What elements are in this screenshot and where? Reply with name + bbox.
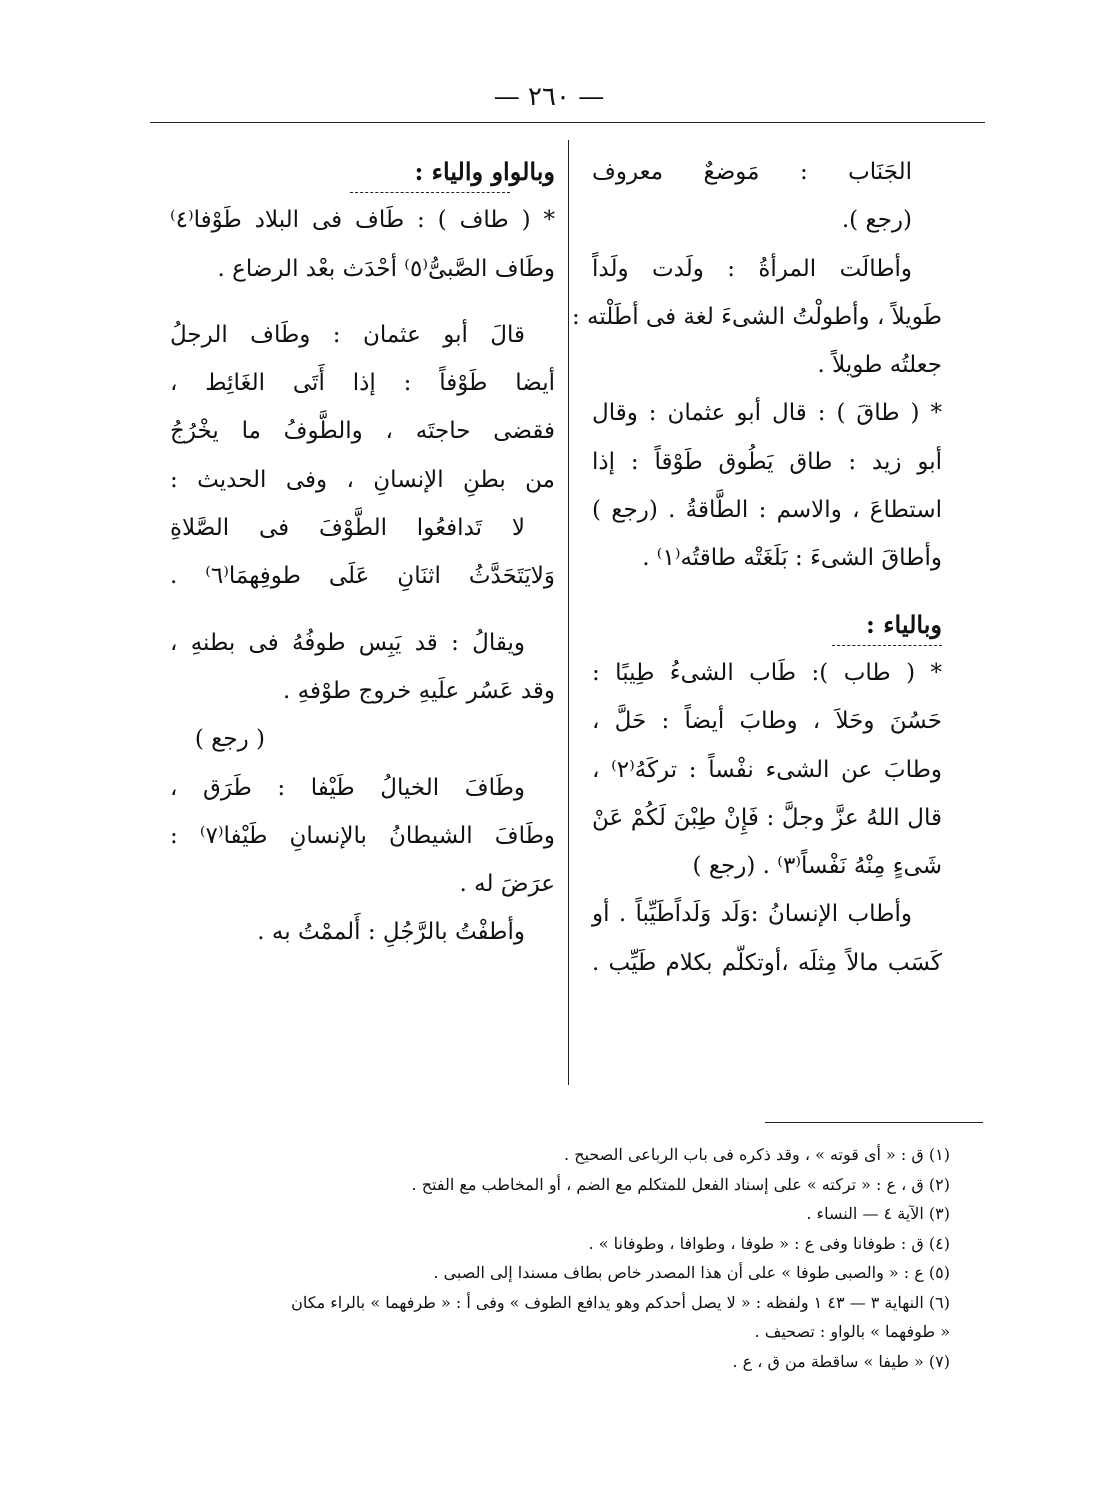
section-heading: وبالياء : <box>866 609 942 639</box>
entry-tab-line: كَسَب مالاً مِثلَه ،أوتكلّم بكلام طَيِّب . <box>592 949 942 976</box>
text-line: وأطفْتُ بالرَّجُلِ : أَلممْتُ به . <box>257 919 525 946</box>
entry-taq-line: وأطاقَ الشىءَ : بَلَغَتْه طاقتُه⁽١⁾ . <box>642 545 942 572</box>
text-line: ( رجع ) <box>194 726 265 753</box>
text-line: طَويلاً ، وأطولْتُ الشىءَ لغة فى أطَلْته : <box>571 303 942 330</box>
spacer <box>170 293 555 311</box>
spacer <box>170 601 555 619</box>
text-line: (رجع ). <box>841 207 912 234</box>
text-line: وطَافَ الشيطانُ بالإنسانِ طَيْفا⁽٧⁾ : <box>170 822 555 849</box>
header-rule <box>150 122 985 123</box>
section-heading: وبالواو والياء : <box>414 157 555 186</box>
entry-tab-line: وأطاب الإنسانُ :وَلَد وَلَداًطَيِّباً . أو <box>592 901 912 928</box>
page-number: — ٢٦٠ — <box>493 82 605 112</box>
footnote: (٢) ق ، ع : « تركته » على إسناد الفعل للمتكلم مع الضم ، أو المخاطب مع الفتح . <box>411 1174 950 1194</box>
entry-tab-line: وطابَ عن الشىء نفْساً : تركَهُ⁽٢⁾ ، <box>592 756 942 783</box>
hadith-line: لا تَدافعُوا الطَّوْفَ فى الصَّلاةِ <box>170 515 525 542</box>
text-line: وقد عَسُر علَيهِ خروج طوْفهِ . <box>283 677 555 704</box>
text-line: عرَضَ له . <box>459 871 555 898</box>
footnote: (٤) ق : طوفانا وفى ع : « طوفا ، وطوافا ، وطوفانا » . <box>588 1233 950 1253</box>
left-column <box>170 148 555 957</box>
text-line: فقضى حاجتَه ، والطَّوفُ ما يخْرُجُ <box>170 418 555 445</box>
text-line: ويقالُ : قد يَبِس طوفُهُ فى بطنهِ ، <box>170 629 525 656</box>
entry-taf-line: وطَاف الصَّبىُّ⁽٥⁾ أحْدَث بعْد الرضاع . <box>217 255 555 282</box>
entry-taq-line: أبو زيد : طاق يَطُوق طَوْقاً : إذا <box>592 448 942 475</box>
footnote-rule <box>765 1122 983 1123</box>
entry-tab-line: شَىءٍ مِنْهُ نَفْساً⁽٣⁾ . (رجع ) <box>692 853 942 880</box>
right-column <box>571 148 942 987</box>
entry-taq-line: * ( طاقَ ) : قال أبو عثمان : وقال <box>592 400 942 427</box>
spacer <box>592 583 942 601</box>
text-line: وأطالَت المرأةُ : ولَدت ولَداً <box>592 255 912 282</box>
column-divider <box>568 140 569 1085</box>
hadith-line: وَلايَتَحَدَّثُ اثنَانِ عَلَى طوفِهمَا⁽٦⁾ . <box>170 563 555 590</box>
heading-underline <box>350 192 510 193</box>
footnote: (٥) ع : « والصبى طوفا » على أن هذا المصدر خاص بطاف مسندا إلى الصبى . <box>433 1263 950 1282</box>
footnote-continuation: « طوفهما » بالواو : تصحيف . <box>754 1322 950 1341</box>
entry-taq-line: استطاعَ ، والاسم : الطَّاقةُ . (رجع ) <box>592 497 942 524</box>
footnote: (٦) النهاية ٣ — ٤٣ ١ ولفظه : « لا يصل أحدكم وهو يدافع الطوف » وفى أ : « طرفهما » بالراء مكان <box>291 1292 950 1312</box>
entry-tab-line: حَسُنَ وحَلاَ ، وطابَ أيضاً : حَلَّ ، <box>592 708 942 735</box>
text-line: جعلتُه طويلاً . <box>817 352 942 379</box>
entry-tab-line: قال اللهُ عزَّ وجلَّ : فَإِنْ طِبْنَ لَكُمْ عَنْ <box>592 804 942 831</box>
text-line: قالَ أبو عثمان : وطَاف الرجلُ <box>170 321 525 348</box>
section-heading-waw-ya <box>170 148 555 196</box>
section-heading-ya <box>592 601 942 649</box>
entry-taf-line: * ( طاف ) : طَاف فى البلاد طَوْفا⁽٤⁾ <box>170 207 555 234</box>
text-line: أيضا طَوْفاً : إذا أَتَى الغَائِط ، <box>170 370 555 397</box>
text-line: الجَنَاب : مَوضعٌ معروف <box>592 159 912 185</box>
text-line: من بطنِ الإنسانِ ، وفى الحديث : <box>170 466 555 493</box>
footnote: (١) ق : « أى قوته » ، وقد ذكره فى باب الرباعى الصحيح . <box>564 1145 950 1164</box>
footnote: (٣) الآية ٤ — النساء . <box>806 1204 950 1223</box>
text-line: وطَافَ الخيالُ طَيْفا : طَرَق ، <box>170 774 525 801</box>
footnote: (٧) « طيفا » ساقطة من ق ، ع . <box>732 1351 950 1371</box>
footnotes <box>180 1140 950 1376</box>
heading-underline <box>832 645 942 646</box>
entry-tab-line: * ( طاب ): طَاب الشىءُ طِيبًا : <box>592 659 942 686</box>
